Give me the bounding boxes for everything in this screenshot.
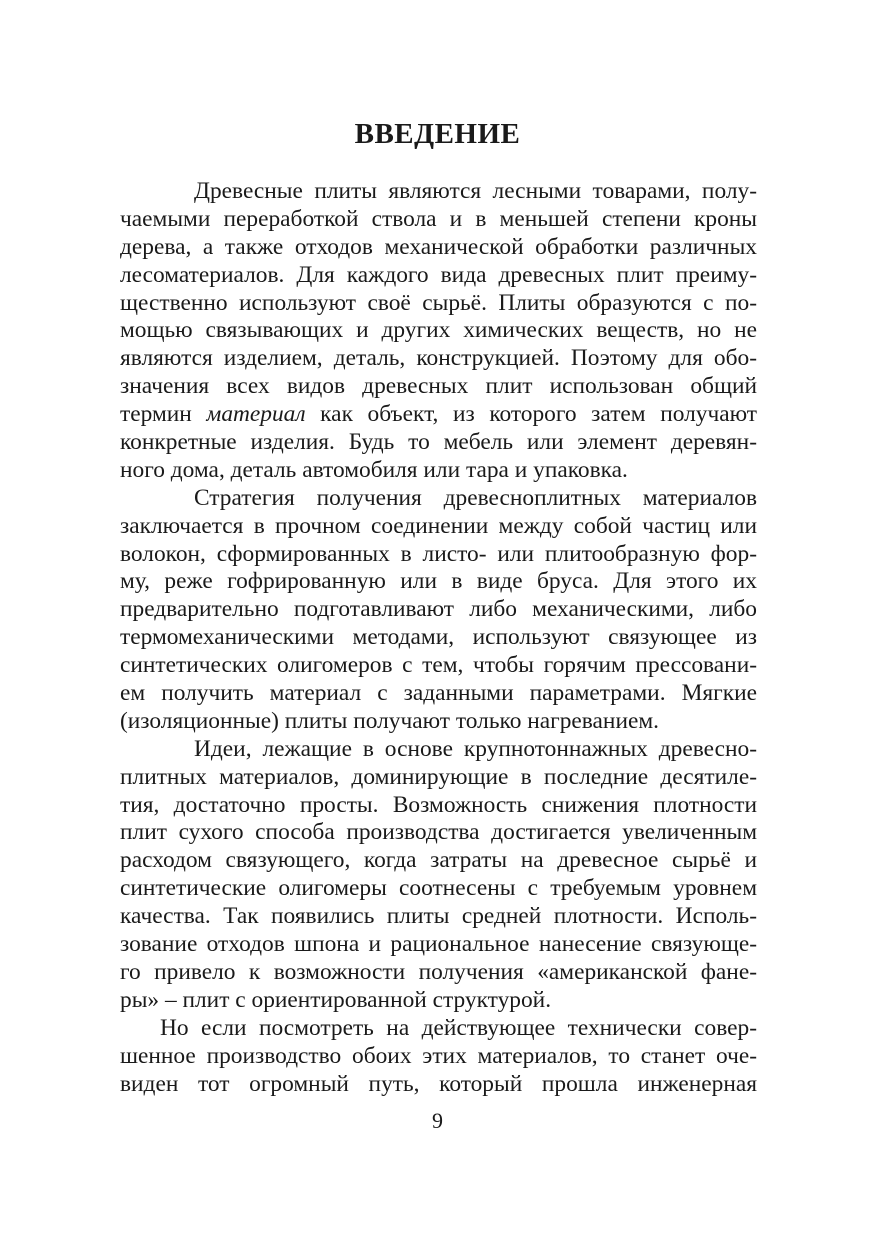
text-line: термомеханическими методами, используют связующее из bbox=[120, 624, 757, 651]
text-line: му, реже гофрированную или в виде бруса. Для этого их bbox=[120, 568, 757, 595]
text-line: ного дома, деталь автомобиля или тара и упаковка. bbox=[120, 456, 628, 483]
text-line: ем получить материал с заданными параметрами. Мягкие bbox=[120, 680, 757, 707]
text-line: виден тот огромный путь, который прошла инженерная bbox=[120, 1070, 757, 1097]
text-line: плитных материалов, доминирующие в последние десятиле- bbox=[120, 763, 757, 790]
text-line: качества. Так появились плиты средней плотности. Исполь- bbox=[120, 903, 757, 930]
text-line: лесоматериалов. Для каждого вида древесных плит преиму- bbox=[120, 261, 757, 288]
text-line: зование отходов шпона и рациональное нанесение связующе- bbox=[120, 931, 757, 958]
text-line: шенное производство обоих этих материалов, то станет оче- bbox=[120, 1042, 757, 1069]
text-line: конкретные изделия. Будь то мебель или элемент деревян- bbox=[120, 429, 757, 456]
text-line: плит сухого способа производства достигается увеличенным bbox=[120, 819, 757, 846]
text-line: мощью связывающих и других химических веществ, но не bbox=[120, 317, 757, 344]
text-line: Древесные плиты являются лесными товарами, полу- bbox=[194, 178, 757, 204]
text-line: синтетических олигомеров с тем, чтобы горячим прессовани- bbox=[120, 652, 757, 679]
text-line: ры» – плит с ориентированной структурой. bbox=[120, 986, 552, 1013]
text-line: волокон, сформированных в листо- или плитообразную фор- bbox=[120, 540, 757, 567]
italic-term: материал bbox=[206, 401, 306, 428]
text-line: Стратегия получения древесноплитных материалов bbox=[194, 484, 757, 511]
page-title: ВВЕДЕНИЕ bbox=[354, 118, 521, 150]
page-number: 9 bbox=[432, 1108, 443, 1133]
text-line: дерева, а также отходов механической обработки различных bbox=[120, 233, 757, 260]
text-fragment: термин bbox=[120, 401, 207, 428]
text-line: предварительно подготавливают либо механическими, либо bbox=[120, 596, 757, 623]
body-text bbox=[120, 178, 757, 1098]
text-line: расходом связующего, когда затраты на древесное сырьё и bbox=[120, 847, 757, 874]
text-line: щественно используют своё сырьё. Плиты образуются с по- bbox=[120, 289, 757, 316]
text-line: чаемыми переработкой ствола и в меньшей степени кроны bbox=[120, 205, 757, 232]
text-line: являются изделием, деталь, конструкцией. Поэтому для обо- bbox=[120, 345, 757, 372]
text-line: заключается в прочном соединении между собой частиц или bbox=[120, 512, 757, 539]
text-line: Идеи, лежащие в основе крупнотоннажных древесно- bbox=[194, 735, 757, 762]
text-line: синтетические олигомеры соотнесены с требуемым уровнем bbox=[120, 875, 757, 902]
text-fragment: как объект, из которого затем получают bbox=[305, 401, 758, 428]
text-line: (изоляционные) плиты получают только нагреванием. bbox=[120, 707, 659, 734]
text-line: Но если посмотреть на действующее технически совер- bbox=[160, 1014, 757, 1041]
text-line: го привело к возможности получения «американской фане- bbox=[120, 958, 757, 985]
text-line bbox=[120, 401, 757, 429]
text-line: тия, достаточно просты. Возможность снижения плотности bbox=[120, 791, 757, 818]
text-line: значения всех видов древесных плит использован общий bbox=[120, 373, 757, 400]
